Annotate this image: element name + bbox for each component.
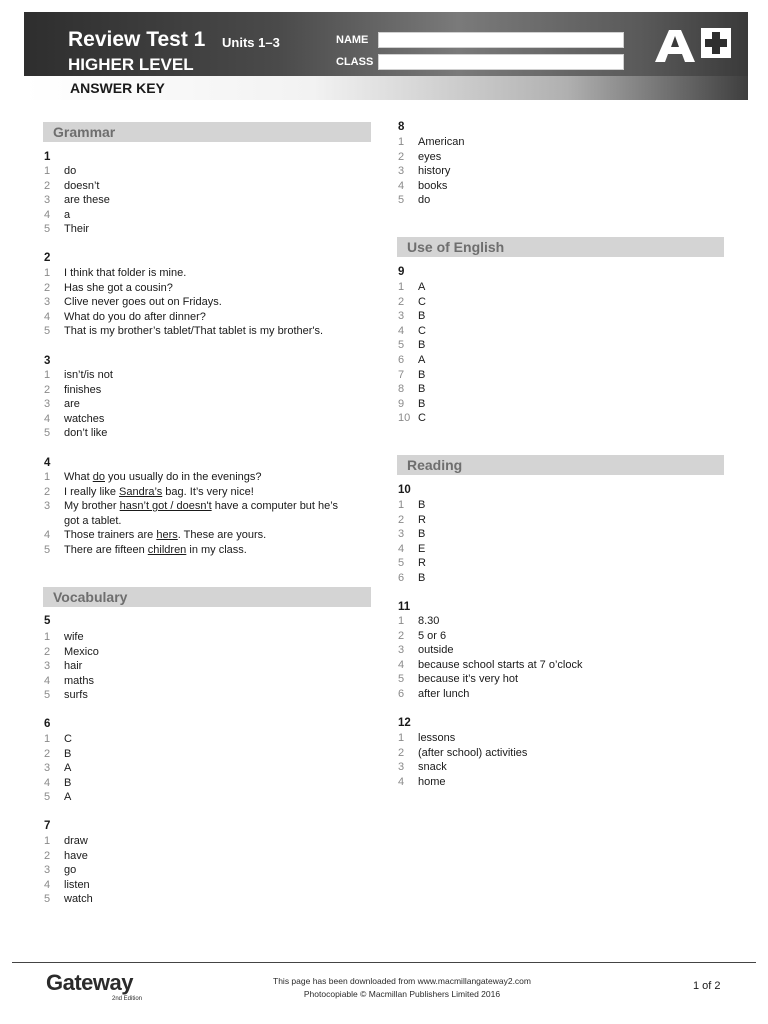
download-notice: This page has been downloaded from www.macmillangateway2.com xyxy=(273,976,531,986)
answer-text: I think that folder is mine. xyxy=(64,267,187,279)
answer-text: draw xyxy=(64,835,88,847)
answer-text: have xyxy=(64,849,88,862)
question-number: 12 xyxy=(398,717,411,729)
answer-text: Clive never goes out on Fridays. xyxy=(64,296,222,309)
answer-text: My brother xyxy=(64,500,120,513)
question-number: 4 xyxy=(44,457,51,469)
answer-text: C xyxy=(418,412,426,425)
answer-text: maths xyxy=(64,674,94,687)
footer-divider xyxy=(12,962,756,963)
answer-text: are xyxy=(64,398,80,411)
class-field[interactable] xyxy=(378,54,624,70)
answer-text: isn’t/is not xyxy=(64,369,113,381)
answer-row: 1 draw 2 have 3 go 4 listen 5 watch xyxy=(44,835,93,906)
answer-row: 1 isn’t/is not 2 finishes 3 are 4 watches 5 don’t like xyxy=(44,369,113,440)
answer-text: watch xyxy=(64,893,93,906)
answer-text: wife xyxy=(64,631,84,643)
test-level: HIGHER LEVEL xyxy=(68,55,194,74)
answer-row: 1 8.30 2 5 or 6 3 outside 4 because school starts at 7 o’clock 5 because it’s very hot 6 after lunch xyxy=(398,615,583,700)
answer-text: books xyxy=(418,179,448,192)
answer-text: got a tablet. xyxy=(64,514,122,527)
question-number: 7 xyxy=(44,820,51,832)
underlined-answer: children xyxy=(147,543,187,556)
answer-text: 8.30 xyxy=(418,615,440,627)
question-number: 6 xyxy=(44,718,51,730)
test-units: Units 1–3 xyxy=(222,35,280,50)
answer-text: surfs xyxy=(64,689,88,702)
answer-text: Those trainers are xyxy=(64,529,157,542)
class-label: CLASS xyxy=(336,56,374,68)
answer-text: because school starts at 7 o’clock xyxy=(418,658,583,671)
question-number: 10 xyxy=(398,484,411,496)
answer-text: lessons xyxy=(418,732,456,744)
answer-text: B xyxy=(418,339,426,352)
answer-text: A xyxy=(64,791,72,804)
answer-text: R xyxy=(418,513,426,526)
answer-text: B xyxy=(418,499,426,511)
answer-text: Their xyxy=(64,223,90,236)
answer-text: have a computer but he’s xyxy=(211,500,339,513)
answer-text: watches xyxy=(64,412,105,425)
test-title: Review Test 1 xyxy=(68,28,206,51)
answer-text: That is my brother’s tablet/That tablet is my brother's. xyxy=(64,325,324,338)
answer-text: home xyxy=(418,775,446,788)
answer-text: American xyxy=(418,136,465,148)
section-grammar: Grammar xyxy=(43,122,371,142)
question-number: 8 xyxy=(398,121,405,133)
answer-text: B xyxy=(64,747,72,760)
answer-row: 1 B 2 R 3 B 4 E 5 R 6 B xyxy=(398,499,426,584)
answer-text: (after school) activities xyxy=(418,746,528,759)
question-number: 11 xyxy=(398,601,411,613)
answer-row: 1 wife 2 Mexico 3 hair 4 maths 5 surfs xyxy=(44,631,99,702)
answer-text: in my class. xyxy=(186,543,247,556)
answer-text: outside xyxy=(418,644,454,657)
answer-text: listen xyxy=(64,878,90,891)
answer-text: C xyxy=(418,324,426,337)
answer-text: . These are yours. xyxy=(177,529,267,542)
answer-text: B xyxy=(418,383,426,396)
underlined-answer: hasn’t got / doesn't xyxy=(119,500,212,513)
name-field[interactable] xyxy=(378,32,624,48)
answer-text: A xyxy=(64,762,72,775)
answer-text: hair xyxy=(64,660,83,673)
a-plus-logo xyxy=(653,28,749,64)
section-use-of-english: Use of English xyxy=(397,237,724,257)
answer-row: 1 American 2 eyes 3 history 4 books 5 do xyxy=(398,136,465,207)
question-number: 1 xyxy=(44,151,51,163)
page-number: 1 of 2 xyxy=(693,980,721,992)
answer-text: B xyxy=(418,528,426,541)
answer-text: finishes xyxy=(64,383,102,396)
answer-text: bag. It’s very nice! xyxy=(162,485,254,498)
answer-text: B xyxy=(418,310,426,323)
answer-text: do xyxy=(64,165,77,177)
answer-row: 1 I think that folder is mine. 2 Has she got a cousin? 3 Clive never goes out on Fridays. 4 What do you do after dinner? 5 That is my brother’s tablet/That tablet is my brother's. xyxy=(44,267,324,338)
answer-text: snack xyxy=(418,761,447,774)
name-label: NAME xyxy=(336,34,369,46)
edition-label: 2nd Edition xyxy=(112,996,143,1002)
answer-text: because it’s very hot xyxy=(418,673,519,686)
answer-text: B xyxy=(418,571,426,584)
underlined-answer: do xyxy=(92,471,105,483)
answer-text: eyes xyxy=(418,150,442,163)
answer-text: I really like xyxy=(64,485,120,498)
answer-row: 1 lessons 2 (after school) activities 3 snack 4 home xyxy=(398,732,528,788)
answer-row: 1 A 2 C 3 B 4 C 5 B 6 A 7 B 8 B 9 B 10 C xyxy=(398,281,426,425)
answer-text: A xyxy=(418,281,426,293)
question-number: 3 xyxy=(44,355,51,367)
answer-text: go xyxy=(64,864,77,877)
answer-text: do xyxy=(418,194,431,207)
answer-text: Mexico xyxy=(64,645,99,658)
answer-text: B xyxy=(418,397,426,410)
answer-text: R xyxy=(418,557,426,570)
section-vocabulary: Vocabulary xyxy=(43,587,371,607)
underlined-answer: hers xyxy=(156,529,178,542)
answer-row: 1 C 2 B 3 A 4 B 5 A xyxy=(44,733,72,804)
answer-text: after lunch xyxy=(418,687,470,700)
answer-text: Has she got a cousin? xyxy=(64,281,173,294)
answer-row: 1 What do you usually do in the evenings? 2 I really like Sandra’s bag. It’s very nice! 3 My brother hasn’t got / doesn't have a computer but he’s got a tablet. 4 Those trainers are hers. These are yours. 5 There are fifteen children in my class. xyxy=(44,471,339,556)
underlined-answer: Sandra’s xyxy=(119,485,163,498)
answer-text: C xyxy=(64,733,72,745)
question-number: 9 xyxy=(398,266,405,278)
answer-text: 5 or 6 xyxy=(418,629,447,642)
answer-key-heading: ANSWER KEY xyxy=(70,80,165,96)
question-number: 2 xyxy=(44,252,51,264)
section-reading: Reading xyxy=(397,455,724,475)
copyright-notice: Photocopiable © Macmillan Publishers Limited 2016 xyxy=(303,989,501,999)
gateway-logo: Gateway xyxy=(46,970,133,995)
answer-text: are these xyxy=(64,194,110,207)
answer-text: B xyxy=(418,368,426,381)
answer-text: E xyxy=(418,542,426,555)
question-number: 5 xyxy=(44,615,51,627)
answer-text: you usually do in the evenings? xyxy=(104,471,262,483)
answer-text: There are fifteen xyxy=(64,543,148,556)
answer-text: don’t like xyxy=(64,427,108,440)
answer-text: doesn’t xyxy=(64,179,100,192)
answer-text: history xyxy=(418,165,451,178)
answer-text: a xyxy=(64,208,71,221)
answer-text: A xyxy=(418,353,426,366)
answer-text: What do you do after dinner? xyxy=(64,310,206,323)
answer-text: C xyxy=(418,295,426,308)
answer-text: What xyxy=(64,471,93,483)
answer-row: 1 do 2 doesn’t 3 are these 4 a 5 Their xyxy=(44,165,110,236)
answer-text: B xyxy=(64,776,72,789)
